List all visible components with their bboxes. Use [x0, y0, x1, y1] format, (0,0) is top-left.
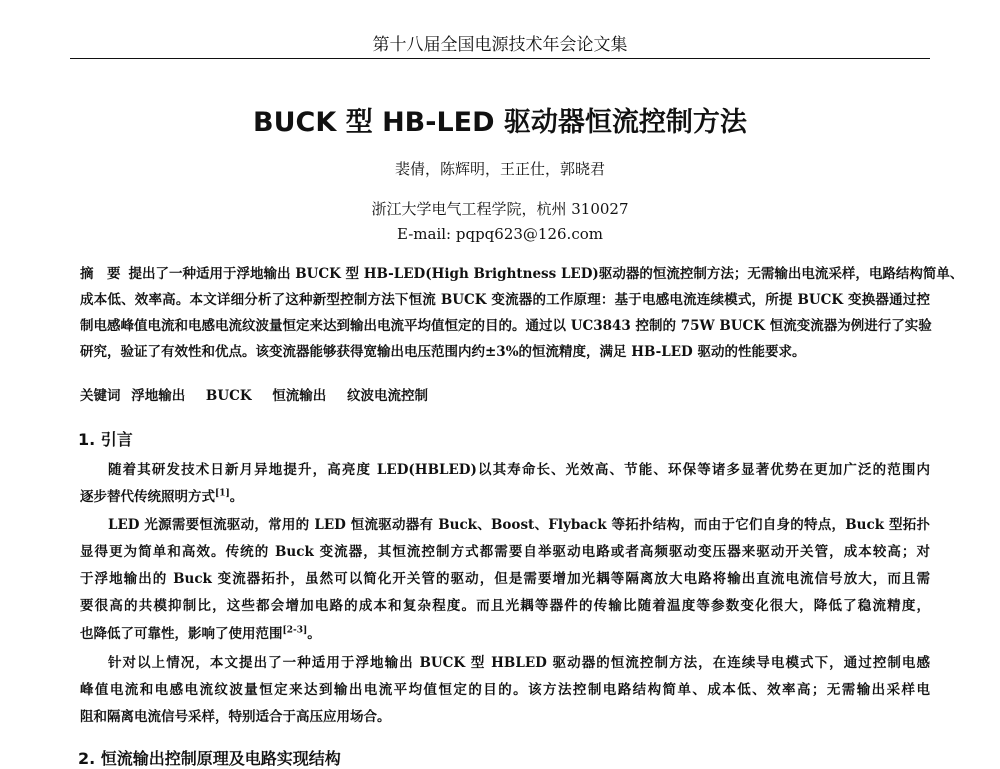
body-line: 针对以上情况，本文提出了一种适用于浮地输出 BUCK 型 HBLED 驱动器的恒流控制方法，在连续导电模式下，通过控制电感: [108, 655, 930, 671]
body-line: 阻和隔离电流信号采样，特别适合于高压应用场合。: [80, 709, 391, 725]
section-heading: 1. 引言: [78, 430, 133, 449]
abstract-line: 成本低、效率高。本文详细分析了这种新型控制方法下恒流 BUCK 变流器的工作原理：基于电感电流连续模式，所提 BUCK 变换器通过控: [80, 292, 930, 308]
body-line: 随着其研发技术日新月异地提升，高亮度 LED(HBLED)以其寿命长、光效高、节能、环保等诸多显著优势在更加广泛的范围内: [108, 462, 930, 478]
keyword: 纹波电流控制: [346, 388, 428, 404]
body-text: 。: [307, 626, 321, 642]
body-line: 要很高的共模抑制比，这些都会增加电路的成本和复杂程度。而且光耦等器件的传输比随着温度等参数变化很大，降低了稳流精度，: [80, 598, 930, 614]
citation: [1]: [215, 488, 230, 499]
body-text: 。: [229, 489, 244, 505]
abstract-label: 摘 要: [80, 266, 121, 282]
authors: 裴倩，陈辉明，王正仕，郭晓君: [394, 160, 605, 178]
body-line: [80, 622, 930, 642]
email: E-mail: pqpq623@126.com: [397, 225, 603, 243]
keyword: 恒流输出: [272, 388, 327, 404]
keywords: [80, 384, 930, 404]
abstract-line: [80, 262, 964, 282]
abstract-line: 制电感峰值电流和电感电流纹波量恒定来达到输出电流平均值恒定的目的。通过以 UC3843 控制的 75W BUCK 恒流变流器为例进行了实验: [80, 318, 932, 334]
body-text: 逐步替代传统照明方式: [80, 489, 215, 505]
body-line: 显得更为简单和高效。传统的 Buck 变流器，其恒流控制方式都需要自举驱动电路或者高频驱动变压器来驱动开关管，成本较高；对: [80, 544, 930, 560]
paper-title: BUCK 型 HB-LED 驱动器恒流控制方法: [253, 107, 747, 138]
keyword: 浮地输出: [131, 388, 186, 404]
citation: [2-3]: [282, 625, 308, 636]
keyword: BUCK: [205, 388, 252, 404]
header-rule: [70, 58, 930, 59]
body-line: LED 光源需要恒流驱动，常用的 LED 恒流驱动器有 Buck、Boost、Flyback 等拓扑结构，而由于它们自身的特点，Buck 型拓扑: [108, 517, 930, 533]
abstract-text: 提出了一种适用于浮地输出 BUCK 型 HB-LED(High Brightness LED)驱动器的恒流控制方法；无需输出电流采样，电路结构简单、: [128, 266, 964, 282]
body-line: [80, 485, 930, 505]
keywords-label: 关键词: [80, 388, 121, 404]
running-header: 第十八届全国电源技术年会论文集: [372, 35, 628, 55]
body-line: 峰值电流和电感电流纹波量恒定来达到输出电流平均值恒定的目的。该方法控制电路结构简单、成本低、效率高；无需输出采样电: [80, 682, 930, 698]
affiliation: 浙江大学电气工程学院，杭州 310027: [371, 200, 629, 218]
section-heading: 2. 恒流输出控制原理及电路实现结构: [78, 749, 341, 768]
abstract-line: 研究，验证了有效性和优点。该变流器能够获得宽输出电压范围内约±3%的恒流精度，满足 HB-LED 驱动的性能要求。: [80, 344, 806, 360]
body-text: 也降低了可靠性，影响了使用范围: [80, 626, 283, 642]
body-line: 于浮地输出的 Buck 变流器拓扑，虽然可以简化开关管的驱动，但是需要增加光耦等隔离放大电路将输出直流电流信号放大，而且需: [80, 571, 930, 587]
